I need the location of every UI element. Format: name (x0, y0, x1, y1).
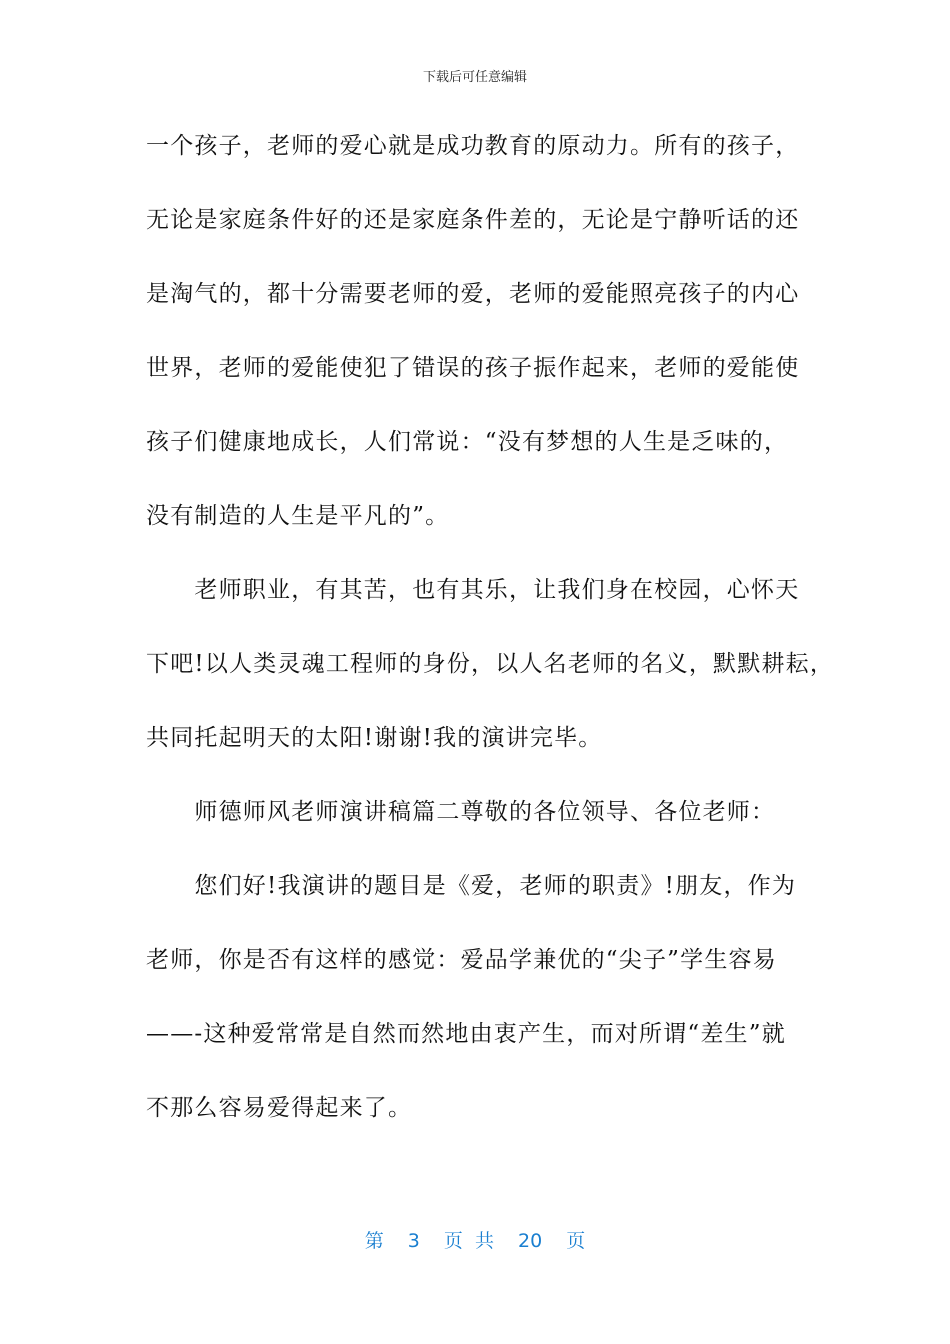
text-line: 师德师风老师演讲稿篇二尊敬的各位领导、各位老师： (146, 799, 776, 825)
text-line: 孩子们健康地成长，人们常说：“没有梦想的人生是乏味的， (146, 429, 789, 455)
text-line: 没有制造的人生是平凡的”。 (146, 503, 450, 529)
text-line: 老师职业，有其苦，也有其乐，让我们身在校园，心怀天 (146, 577, 800, 603)
footer-total-pages: 20 (518, 1230, 543, 1252)
text-line: 您们好!我演讲的题目是《爱，老师的职责》!朋友，作为 (146, 873, 797, 899)
footer-current-page: 3 (407, 1230, 420, 1252)
footer-label-total: 页 共 (443, 1230, 494, 1252)
page-header: 下载后可任意编辑 (422, 70, 527, 85)
text-line: 一个孩子，老师的爱心就是成功教育的原动力。所有的孩子， (146, 133, 800, 159)
text-line: ——-这种爱常常是自然而然地由衷产生，而对所谓“差生”就 (146, 1021, 786, 1047)
text-line: 不那么容易爱得起来了。 (146, 1095, 413, 1121)
text-line: 是淘气的，都十分需要老师的爱，老师的爱能照亮孩子的内心 (146, 281, 800, 307)
page-footer (0, 1226, 950, 1253)
text-line: 共同托起明天的太阳!谢谢!我的演讲完毕。 (146, 725, 603, 751)
text-line: 世界，老师的爱能使犯了错误的孩子振作起来，老师的爱能使 (146, 355, 800, 381)
text-line: 下吧!以人类灵魂工程师的身份，以人名老师的名义，默默耕耘， (146, 651, 835, 677)
text-line: 老师，你是否有这样的感觉：爱品学兼优的“尖子”学生容易 (146, 947, 777, 973)
footer-label-end: 页 (566, 1230, 586, 1252)
text-line: 无论是家庭条件好的还是家庭条件差的，无论是宁静听话的还 (146, 207, 800, 233)
footer-label-page: 第 (364, 1230, 384, 1252)
